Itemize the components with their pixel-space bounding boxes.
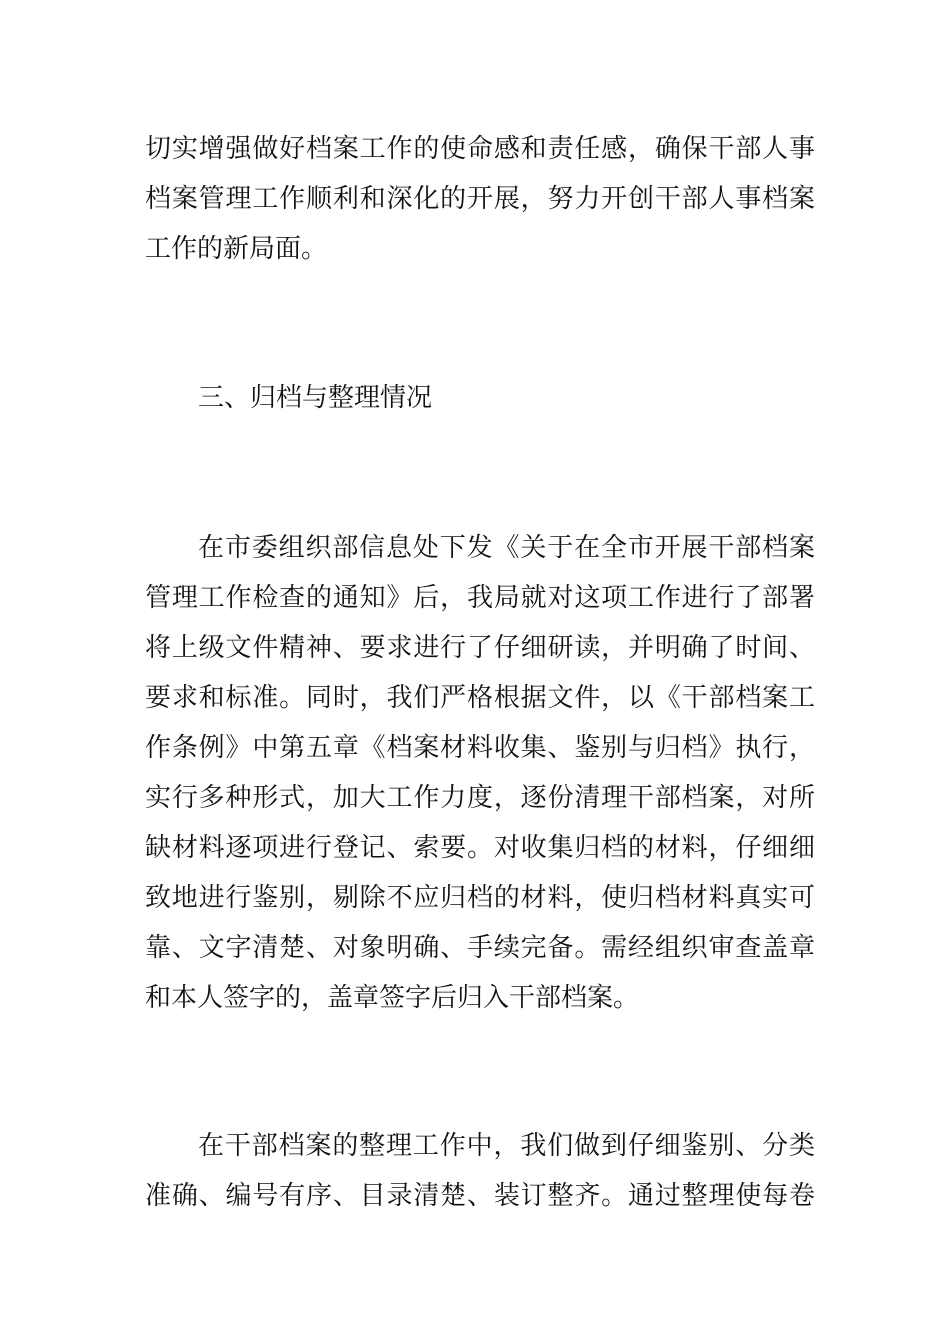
paragraph-2-line-7: 缺材料逐项进行登记、索要。对收集归档的材料，仔细细	[145, 833, 815, 863]
paragraph-2-line-10: 和本人签字的，盖章签字后归入干部档案。	[145, 983, 640, 1013]
paragraph-2-line-4: 要求和标准。同时，我们严格根据文件，以《干部档案工	[145, 683, 815, 713]
paragraph-2-line-5: 作条例》中第五章《档案材料收集、鉴别与归档》执行，	[145, 733, 815, 763]
paragraph-2-line-6: 实行多种形式，加大工作力度，逐份清理干部档案，对所	[145, 783, 815, 813]
paragraph-3-line-2: 准确、编号有序、目录清楚、装订整齐。通过整理使每卷	[145, 1181, 815, 1211]
paragraph-1-line-2: 档案管理工作顺利和深化的开展，努力开创干部人事档案	[145, 184, 815, 214]
section-3-heading: 三、归档与整理情况	[198, 383, 433, 413]
paragraph-1-line-1: 切实增强做好档案工作的使命感和责任感，确保干部人事	[145, 134, 815, 164]
paragraph-2-line-9: 靠、文字清楚、对象明确、手续完备。需经组织审查盖章	[145, 933, 815, 963]
paragraph-2-line-8: 致地进行鉴别，剔除不应归档的材料，使归档材料真实可	[145, 883, 815, 913]
paragraph-3-line-1: 在干部档案的整理工作中，我们做到仔细鉴别、分类	[198, 1131, 815, 1161]
paragraph-2-line-3: 将上级文件精神、要求进行了仔细研读，并明确了时间、	[145, 633, 815, 663]
paragraph-1-line-3: 工作的新局面。	[145, 234, 328, 264]
paragraph-2-line-1: 在市委组织部信息处下发《关于在全市开展干部档案	[198, 533, 815, 563]
paragraph-2-line-2: 管理工作检查的通知》后，我局就对这项工作进行了部署	[145, 583, 815, 613]
